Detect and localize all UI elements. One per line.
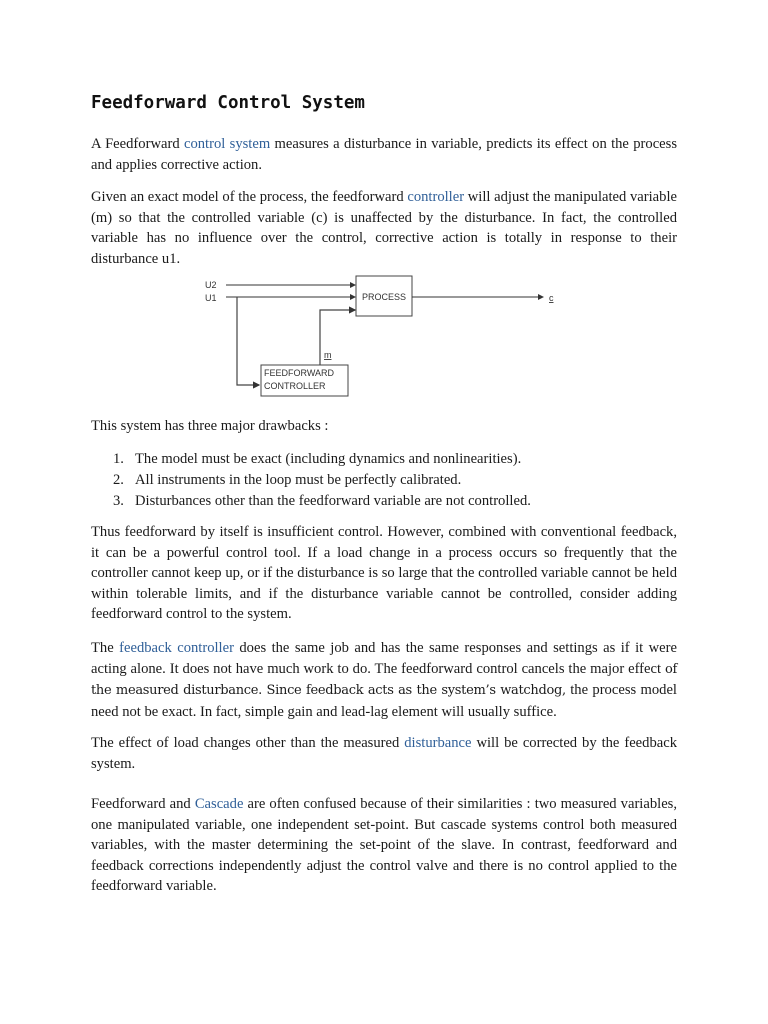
u1-to-controller-line	[237, 297, 259, 385]
text-span: does the same job and has the same responses and settings as if it were acting alone. It does not have much work to do. The feedforward control cancels the major effect	[91, 640, 677, 677]
link-disturbance[interactable]: disturbance	[404, 735, 472, 751]
insufficient-control-paragraph: Thus feedforward by itself is insufficient control. However, combined with conventional feedback, it can be a powerful control tool. If a load change in a process occurs so frequently that the controller cannot keep up, or if the disturbance is so large that the controlled variable cannot be held within tolerable limits, and if the disturbance variable cannot be controlled, consider adding feedforward control to the system.	[91, 524, 677, 623]
text-span: The	[91, 640, 120, 656]
text-span: are often confused because of their similarities : two measured variables, one manipulated variable, one independent set-point. But cascade systems control both measured variables, with the master determining the set-point of the slave. In contrast, feedforward and feedback corrections independently adjust the control valve and there is no control applied to the feedforward variable.	[91, 796, 677, 895]
load-changes-paragraph	[91, 733, 677, 774]
controller-label-line1: FEEDFORWARD	[264, 368, 335, 378]
text-span: of the measured disturbance. Since feedback acts as the system’s watchdog,	[91, 661, 677, 699]
drawbacks-intro: This system has three major drawbacks :	[91, 418, 329, 434]
list-item	[91, 449, 677, 470]
link-controller[interactable]: controller	[407, 189, 465, 205]
text-span: The effect of load changes other than the measured	[91, 735, 405, 751]
text-span: will adjust the manipulated variable (m) so that the controlled variable (c) is unaffected by the disturbance. In fact, the controlled variable has no influence over the control, corrective action is totally in response to their disturbance u1.	[91, 189, 677, 267]
intro-paragraph	[91, 134, 677, 175]
list-item	[91, 491, 677, 512]
process-label: PROCESS	[361, 292, 407, 302]
feedforward-block-diagram	[195, 270, 575, 400]
text-span: Given an exact model of the process, the feedforward	[91, 189, 408, 205]
link-cascade[interactable]: Cascade	[194, 796, 244, 812]
list-number: 2.	[113, 472, 124, 488]
list-text: All instruments in the loop must be perfectly calibrated.	[135, 472, 462, 488]
link-control-system[interactable]: control system	[183, 136, 271, 152]
model-paragraph	[91, 187, 677, 269]
controller-label-line2: CONTROLLER	[264, 381, 326, 391]
text-span: will be corrected by the feedback system.	[91, 735, 677, 772]
list-text: Disturbances other than the feedforward variable are not controlled.	[135, 493, 531, 509]
manipulated-m-label: m	[324, 350, 332, 360]
list-number: 3.	[113, 493, 124, 509]
page-title: Feedforward Control System	[91, 93, 365, 113]
list-text: The model must be exact (including dynamics and nonlinearities).	[135, 451, 522, 467]
input-u2-label: U2	[205, 280, 217, 290]
list-number: 1.	[113, 451, 124, 467]
text-span: the process model need not be exact. In fact, simple gain and lead-lag element will usually suffice.	[91, 682, 677, 720]
input-u1-label: U1	[205, 293, 217, 303]
text-span: A Feedforward	[91, 136, 184, 152]
feedback-controller-paragraph	[91, 638, 677, 722]
cascade-comparison-paragraph	[91, 794, 677, 897]
text-span: Feedforward and	[91, 796, 195, 812]
output-c-label: c	[549, 293, 554, 303]
link-feedback-controller[interactable]: feedback controller	[119, 640, 234, 656]
drawbacks-list	[91, 449, 677, 512]
text-span: measures a disturbance in variable, predicts its effect on the process and applies corrective action.	[91, 136, 678, 173]
list-item	[91, 470, 677, 491]
